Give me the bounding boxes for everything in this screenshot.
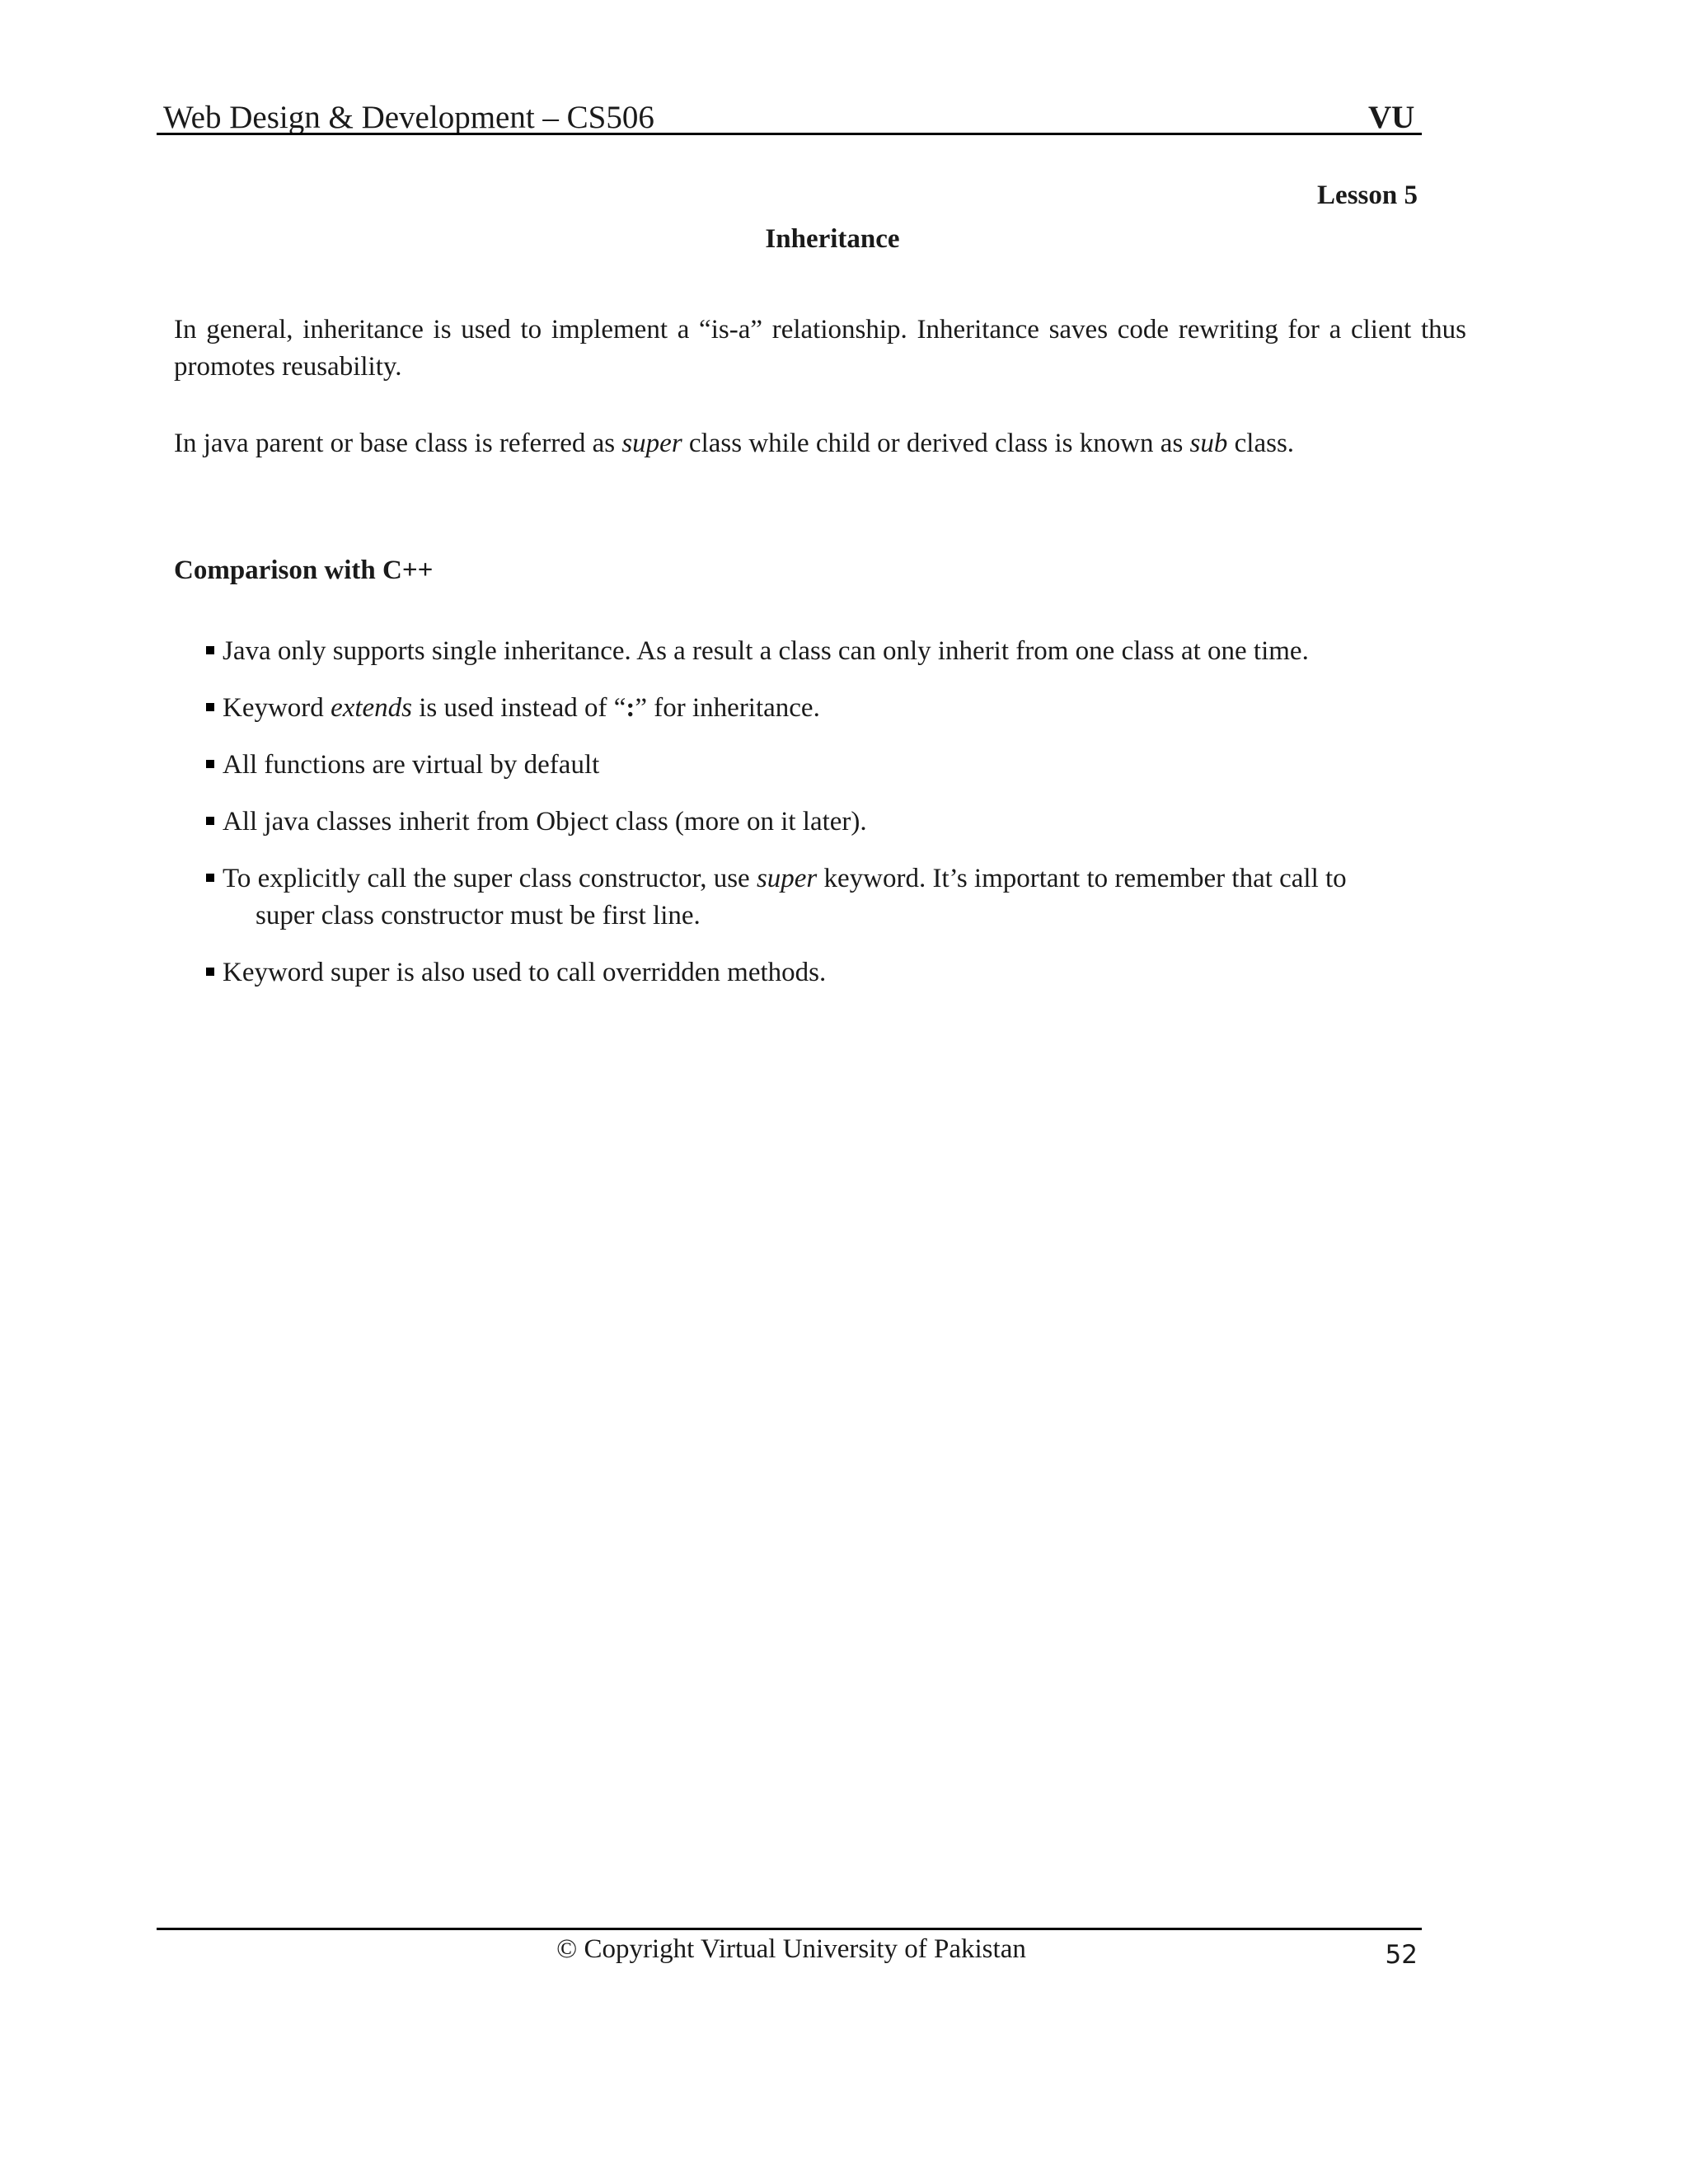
bullet-emphasis-extends: extends (331, 693, 413, 723)
bullet-text: All java classes inherit from Object class (more on it later). (223, 807, 867, 837)
section-heading: Comparison with C++ (174, 555, 434, 585)
bullet-text: Keyword super is also used to call overridden methods. (223, 958, 827, 987)
intro-p2-text-2: class while child or derived class is known as (682, 429, 1190, 458)
header-org: VU (1368, 100, 1415, 135)
footer-copyright: © Copyright Virtual University of Pakistan (556, 1934, 1026, 1964)
bullet-text: All functions are virtual by default (223, 750, 600, 780)
square-bullet-icon (206, 703, 214, 711)
square-bullet-icon (206, 760, 214, 768)
bullet-text-line-2: super class constructor must be first line. (256, 901, 701, 930)
square-bullet-icon (206, 817, 214, 825)
intro-p2-text-3: class. (1227, 429, 1295, 458)
header-title: Web Design & Development – CS506 (163, 100, 654, 135)
header-rule (157, 133, 1422, 135)
list-item (206, 860, 1418, 935)
bullet-text-1: Keyword (223, 693, 331, 723)
intro-paragraph-1: In general, inheritance is used to implement a “is-a” relationship. Inheritance saves code rewriting for a client thus promotes reusability. (174, 315, 1466, 382)
bullet-text-1: To explicitly call the super class constructor, use (223, 864, 757, 893)
bullet-emphasis-super: super (756, 864, 818, 893)
list-item (206, 747, 1418, 784)
intro-p2-text-1: In java parent or base class is referred as (174, 429, 622, 458)
footer-rule (157, 1928, 1422, 1930)
lesson-title: Inheritance (765, 224, 900, 254)
intro-paragraph-2 (174, 425, 1466, 462)
list-item (206, 633, 1418, 670)
page-number: 52 (1385, 1940, 1418, 1970)
lesson-number: Lesson 5 (1317, 180, 1418, 210)
bullet-text: Java only supports single inheritance. As a result a class can only inherit from one class at one time. (223, 636, 1309, 666)
list-item (206, 804, 1418, 841)
intro-p2-emphasis-super: super (621, 429, 682, 458)
bullet-text-3: ” for inheritance. (635, 693, 820, 723)
intro-p2-emphasis-sub: sub (1189, 429, 1228, 458)
bullet-text-2: keyword. It’s important to remember that call to (817, 864, 1347, 893)
square-bullet-icon (206, 968, 214, 976)
square-bullet-icon (206, 646, 214, 654)
square-bullet-icon (206, 874, 214, 882)
bullet-text-2: is used instead of “ (412, 693, 626, 723)
comparison-list (206, 633, 1418, 1011)
list-item (206, 954, 1418, 991)
bullet-strong-colon: : (626, 693, 635, 723)
list-item (206, 690, 1418, 727)
